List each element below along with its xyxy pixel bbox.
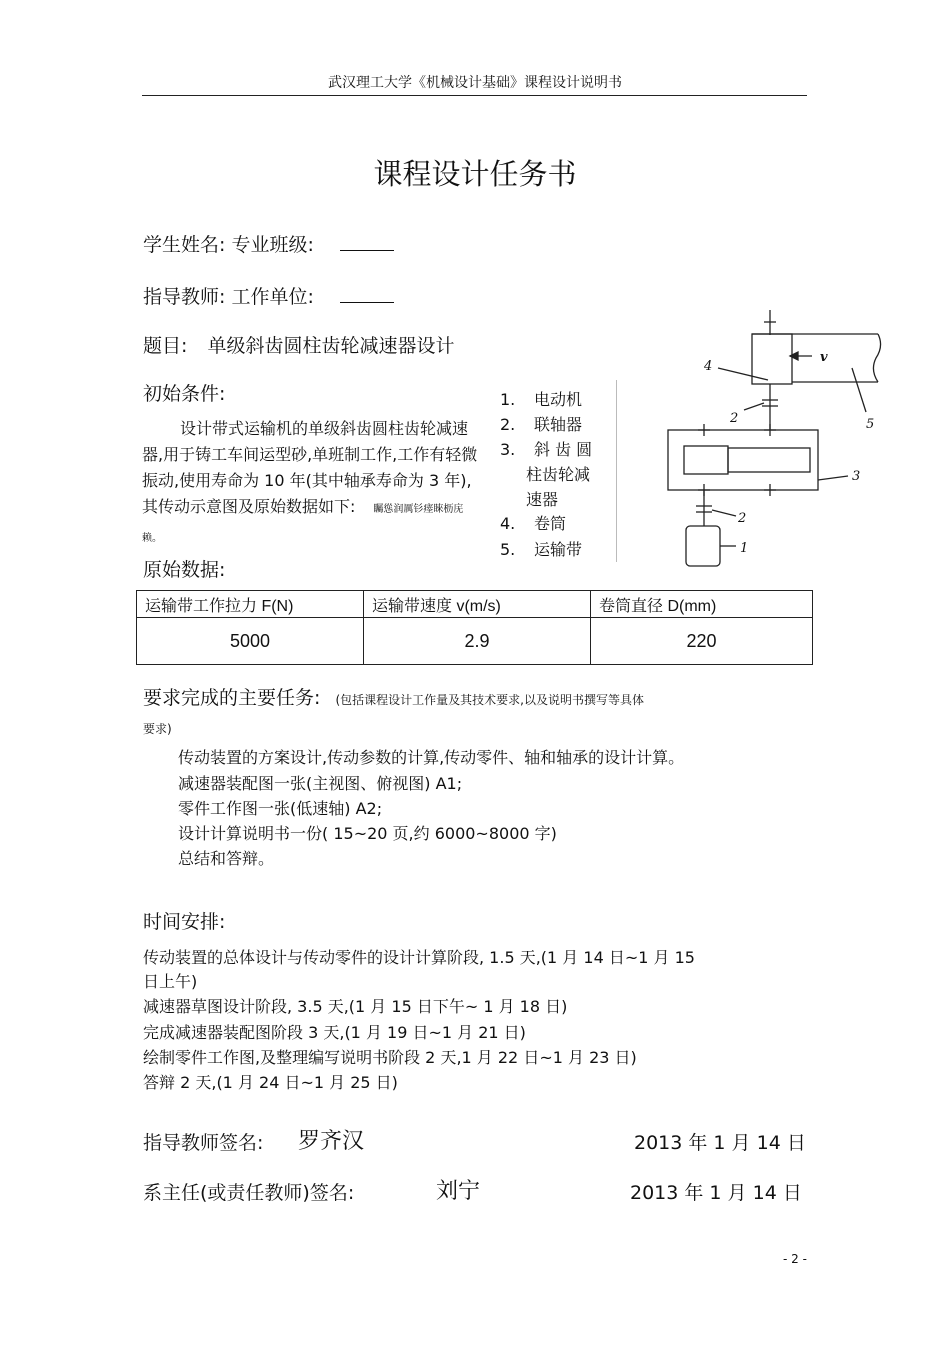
topic-row [143, 331, 454, 358]
schedule-line: 完成减速器装配图阶段 3 天,(1 月 19 日~1 月 21 日) [143, 1023, 526, 1042]
director-signature-date: 2013 年 1 月 14 日 [630, 1182, 802, 1204]
diagram-label-4: 4 [704, 359, 713, 374]
schedule-heading: 时间安排: [143, 911, 226, 933]
legend-item: 1. 电动机 [500, 390, 583, 409]
teacher-unit-row [143, 282, 394, 309]
schedule-line: 减速器草图设计阶段, 3.5 天,(1 月 15 日下午~ 1 月 18 日) [143, 997, 568, 1016]
transmission-diagram [640, 305, 890, 575]
task-item: 总结和答辩。 [178, 849, 275, 868]
schedule-line: 答辩 2 天,(1 月 24 日~1 月 25 日) [143, 1073, 398, 1092]
student-class-row [143, 230, 394, 257]
teacher-signature-label: 指导教师签名: [143, 1132, 264, 1154]
task-item: 零件工作图一张(低速轴) A2; [178, 799, 383, 818]
table-row [137, 618, 813, 665]
unit-label: 工作单位: [231, 286, 314, 308]
conditions-heading: 初始条件: [143, 383, 226, 405]
unit-blank [340, 288, 394, 303]
class-blank [340, 236, 394, 251]
table-cell: 2.9 [364, 618, 591, 665]
class-label: 专业班级: [231, 234, 314, 256]
table-cell: 5000 [137, 618, 364, 665]
task-item: 设计计算说明书一份( 15~20 页,约 6000~8000 字) [178, 824, 557, 843]
tasks-heading-row [143, 683, 644, 710]
director-signature: 刘宁 [436, 1179, 481, 1204]
tasks-note-cont: 要求) [143, 722, 172, 736]
student-label: 学生姓名: [143, 234, 226, 256]
legend-item: 速器 [526, 490, 559, 509]
raw-data-table [136, 590, 813, 665]
table-header-cell: 运输带工作拉力 F(N) [137, 591, 364, 618]
topic-label: 题目: [143, 335, 188, 357]
page-title: 课程设计任务书 [373, 157, 577, 191]
schedule-line: 绘制零件工作图,及整理编写说明书阶段 2 天,1 月 22 日~1 月 23 日) [143, 1048, 637, 1067]
page-header: 武汉理工大学《机械设计基础》课程设计说明书 [328, 75, 622, 91]
table-header-cell: 卷筒直径 D(mm) [591, 591, 813, 618]
table-cell: 220 [591, 618, 813, 665]
schedule-line: 日上午) [143, 972, 198, 991]
legend-item: 5. 运输带 [500, 540, 583, 559]
diagram-label-3: 3 [852, 469, 861, 484]
director-signature-label: 系主任(或责任教师)签名: [143, 1182, 355, 1204]
header-rule [142, 95, 807, 96]
legend-item: 4. 卷筒 [500, 514, 567, 533]
teacher-signature: 罗齐汉 [298, 1129, 365, 1154]
topic-value: 单级斜齿圆柱齿轮减速器设计 [207, 335, 455, 357]
table-header-row [137, 591, 813, 618]
tasks-note: (包括课程设计工作量及其技术要求,以及说明书撰写等具体 [335, 693, 644, 707]
diagram-label-2-bottom: 2 [738, 511, 747, 526]
legend-item: 3. 斜 齿 圆 [500, 440, 593, 459]
raw-data-heading: 原始数据: [143, 559, 226, 581]
diagram-arrow-v: v [820, 350, 828, 365]
diagram-label-5: 5 [866, 417, 875, 432]
task-item: 传动装置的方案设计,传动参数的计算,传动零件、轴和轴承的设计计算。 [178, 748, 685, 767]
page-number: - 2 - [783, 1252, 807, 1266]
diagram-label-1: 1 [740, 541, 749, 556]
tasks-heading: 要求完成的主要任务: [143, 687, 321, 709]
table-header-cell: 运输带速度 v(m/s) [364, 591, 591, 618]
teacher-label: 指导教师: [143, 286, 226, 308]
legend-item: 柱齿轮减 [526, 465, 591, 484]
diagram-label-2-top: 2 [730, 411, 739, 426]
schedule-line: 传动装置的总体设计与传动零件的设计计算阶段, 1.5 天,(1 月 14 日~1 月 15 [143, 948, 695, 967]
legend-item: 2. 联轴器 [500, 415, 583, 434]
conditions-body: 设计带式运输机的单级斜齿圆柱齿轮减速器,用于铸工车间运型砂,单班制工作,工作有轻微振动,使用寿命为 10 年(其中轴承寿命为 3 年),其传动示意图及原始数据如下: [142, 419, 478, 516]
conditions-text [142, 416, 482, 552]
garbled-text: 矚慫润厲钐瘗睞枥庑赖。 [142, 504, 464, 544]
task-item: 减速器装配图一张(主视图、俯视图) A1; [178, 774, 463, 793]
teacher-signature-date: 2013 年 1 月 14 日 [634, 1132, 806, 1154]
